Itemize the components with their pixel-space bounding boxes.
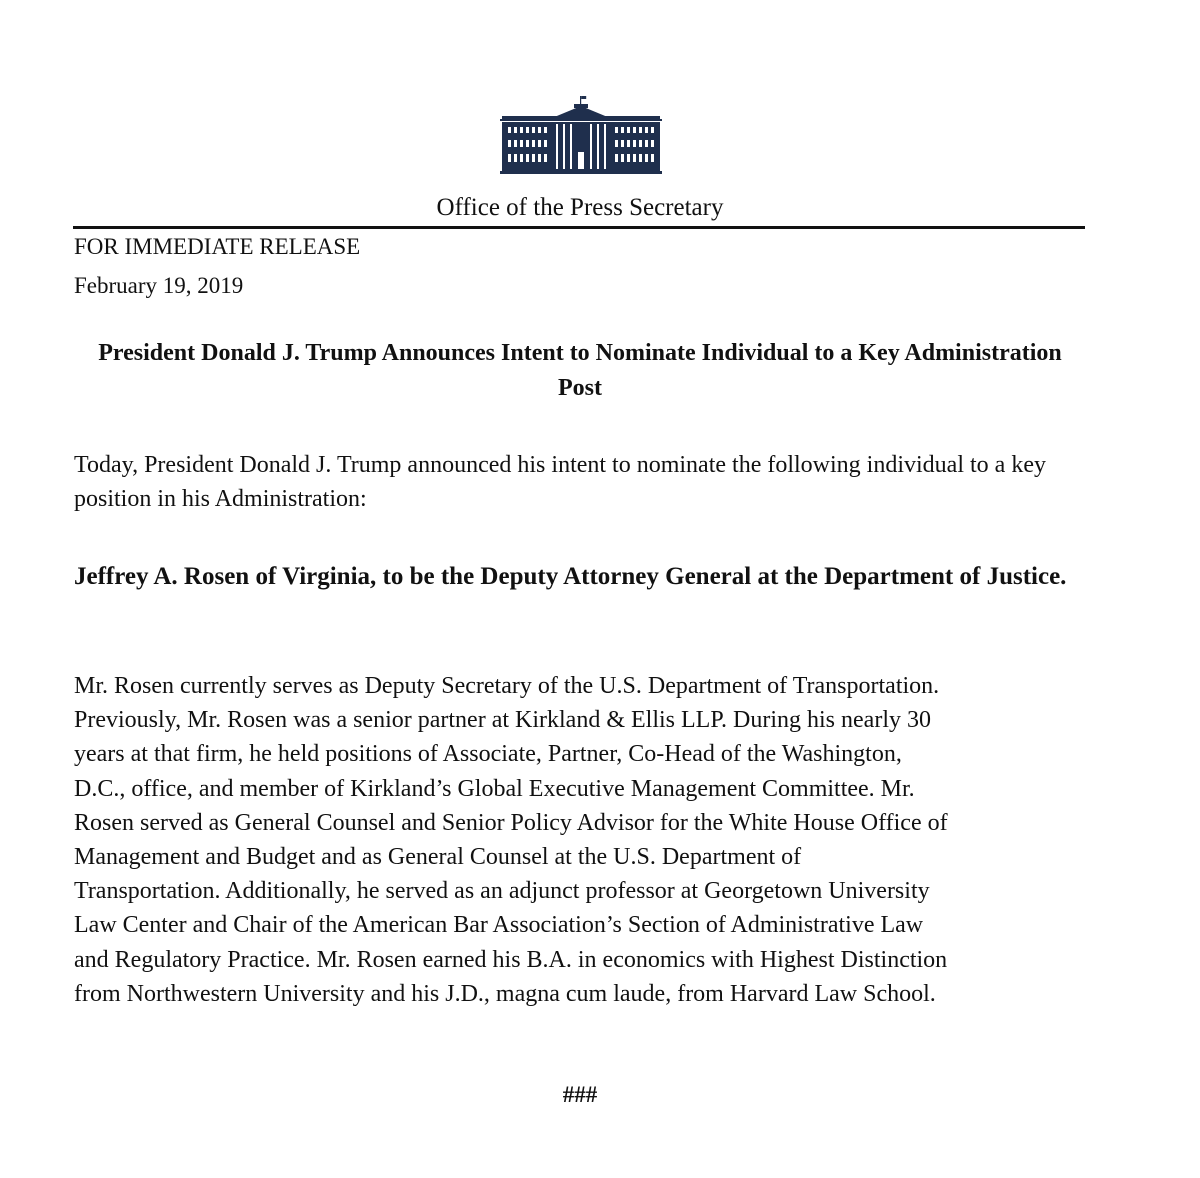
nominee-statement: Jeffrey A. Rosen of Virginia, to be the Deputy Attorney General at the Department of Justice. <box>74 563 1067 590</box>
intro-paragraph: Today, President Donald J. Trump announced his intent to nominate the following individual to a key position in his Administration: <box>74 452 1046 512</box>
release-date: February 19, 2019 <box>74 273 244 298</box>
end-mark: ### <box>562 1082 598 1107</box>
header-divider <box>73 226 1085 229</box>
office-title: Office of the Press Secretary <box>436 194 724 221</box>
white-house-icon <box>500 96 662 174</box>
biography-paragraph: Mr. Rosen currently serves as Deputy Secretary of the U.S. Department of Transportation. Previously, Mr. Rosen was a senior partner at Kirkland & Ellis LLP. During his nearly 30 years at that firm, he held positions of Associate, Partner, Co-Head of the Washington, D.C., office, and member of Kirkland’s Global Executive Management Committee. Mr. Rosen served as General Counsel and Senior Policy Advisor for the White House Office of Management and Budget and as General Counsel at the U.S. Department of Transportation. Additionally, he served as an adjunct professor at Georgetown University Law Center and Chair of the American Bar Association’s Section of Administrative Law and Regulatory Practice. Mr. Rosen earned his B.A. in economics with Highest Distinction from Northwestern University and his J.D., magna cum laude, from Harvard Law School. <box>74 673 948 1007</box>
headline: President Donald J. Trump Announces Intent to Nominate Individual to a Key Administration Post <box>98 340 1062 401</box>
release-label: FOR IMMEDIATE RELEASE <box>74 234 361 259</box>
